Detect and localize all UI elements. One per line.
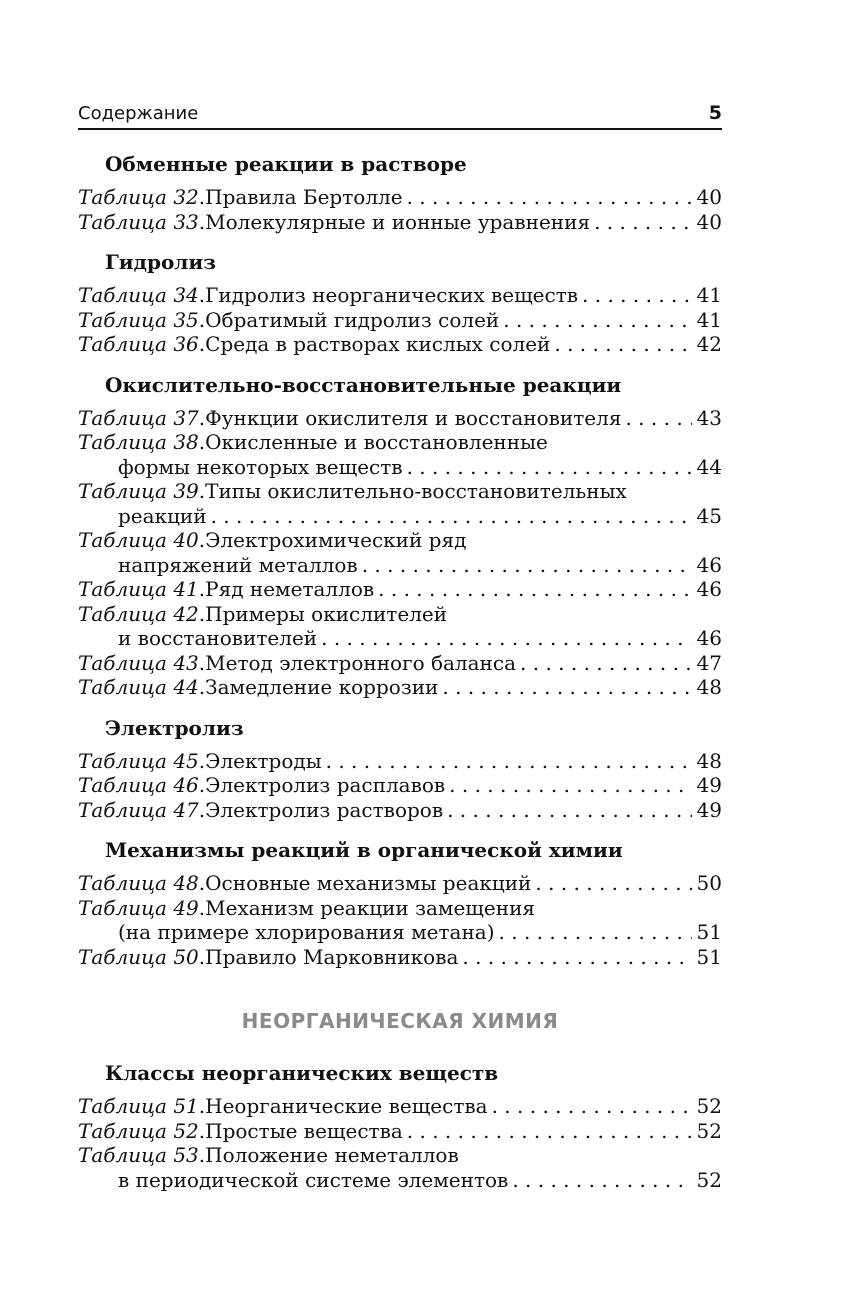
table-label: Таблица 35 — [78, 307, 199, 332]
toc-entry-line — [78, 749, 722, 774]
page-ref: 43 — [696, 405, 722, 430]
page-ref: 41 — [696, 307, 722, 332]
toc-section — [78, 838, 722, 969]
toc-section — [78, 152, 722, 234]
page-ref: 50 — [696, 871, 722, 895]
label-separator: . — [198, 1118, 206, 1143]
toc-entry-line — [78, 1143, 722, 1168]
toc-sections — [78, 152, 722, 969]
table-label: Таблица 50 — [78, 944, 199, 969]
dot-leader — [378, 577, 692, 602]
label-separator: . — [198, 332, 206, 356]
dot-leader — [211, 504, 692, 529]
toc-entry-line — [78, 577, 722, 602]
entry-title: Электролиз растворов — [205, 797, 444, 822]
table-label: Таблица 42 — [78, 601, 199, 626]
dot-leader — [554, 332, 692, 357]
entry-title: Молекулярные и ионные уравнения — [205, 209, 591, 234]
label-separator: . — [198, 528, 206, 552]
entry-title: реакций — [118, 503, 207, 528]
running-header — [78, 100, 722, 130]
entry-title: (на примере хлорирования метана) — [118, 920, 495, 944]
dot-leader — [492, 1094, 692, 1119]
table-label: Таблица 40 — [78, 528, 199, 552]
label-separator: . — [198, 185, 206, 209]
page-ref: 48 — [696, 675, 722, 699]
toc-entry-line — [78, 1168, 722, 1193]
page-ref: 40 — [696, 209, 722, 234]
label-separator: . — [198, 430, 206, 454]
page-ref: 52 — [696, 1167, 722, 1192]
dot-leader — [512, 1168, 692, 1193]
toc-entry[interactable] — [78, 871, 722, 896]
entry-title: Метод электронного баланса — [205, 650, 517, 675]
entry-title: в периодической системе элементов — [118, 1167, 509, 1192]
page-ref: 47 — [696, 650, 722, 675]
toc-entry-line — [78, 945, 722, 970]
label-separator: . — [198, 944, 206, 969]
dot-leader — [449, 773, 692, 798]
toc-entry[interactable] — [78, 332, 722, 357]
label-separator: . — [198, 601, 206, 626]
dot-leader — [442, 675, 692, 700]
part-title: НЕОРГАНИЧЕСКАЯ ХИМИЯ — [241, 1009, 559, 1033]
entry-title: Основные механизмы реакций — [205, 871, 532, 895]
page-ref: 52 — [696, 1118, 722, 1143]
toc-entry[interactable] — [78, 185, 722, 210]
entry-title: Среда в растворах кислых солей — [205, 332, 551, 356]
dot-leader — [582, 283, 692, 308]
label-separator: . — [198, 307, 206, 332]
table-label: Таблица 41 — [78, 577, 199, 601]
page-ref: 46 — [696, 626, 722, 650]
dot-leader — [503, 308, 692, 333]
table-label: Таблица 34 — [78, 283, 199, 307]
entry-title: Правила Бертолле — [205, 185, 403, 209]
page-ref: 40 — [696, 185, 722, 209]
toc-entry-line — [78, 479, 722, 504]
dot-leader — [407, 1119, 692, 1144]
table-label: Таблица 52 — [78, 1118, 199, 1143]
toc-page — [78, 100, 722, 1192]
entry-title: Функции окислителя и восстановителя — [205, 405, 622, 430]
toc-entry-line — [78, 1119, 722, 1144]
label-separator: . — [198, 797, 206, 822]
table-label: Таблица 39 — [78, 479, 199, 503]
section-title: Электролиз — [105, 715, 244, 740]
toc-entry-line — [78, 920, 722, 945]
label-separator: . — [198, 1143, 206, 1167]
entry-title: Окисленные и восстановленные — [205, 430, 548, 454]
toc-section — [78, 716, 722, 823]
label-separator: . — [198, 209, 206, 234]
toc-entry-line — [78, 798, 722, 823]
page-ref: 48 — [696, 748, 722, 773]
entry-title: Замедление коррозии — [205, 675, 439, 699]
toc-section — [78, 1061, 722, 1192]
label-separator: . — [198, 773, 206, 797]
toc-entry-line — [78, 283, 722, 308]
dot-leader — [594, 210, 692, 235]
toc-entry-line — [78, 626, 722, 651]
dot-leader — [625, 406, 692, 431]
toc-entry[interactable] — [78, 577, 722, 602]
toc-entry[interactable] — [78, 602, 722, 651]
dot-leader — [321, 626, 692, 651]
page-ref: 46 — [696, 552, 722, 577]
toc-entry[interactable] — [78, 528, 722, 577]
entry-title: Ряд неметаллов — [205, 577, 375, 601]
table-label: Таблица 32 — [78, 185, 199, 209]
header-title: Содержание — [78, 103, 199, 124]
page-ref: 52 — [696, 1094, 722, 1118]
toc-entry-line — [78, 210, 722, 235]
table-label: Таблица 53 — [78, 1143, 199, 1167]
toc-entry[interactable] — [78, 283, 722, 308]
dot-leader — [362, 553, 692, 578]
label-separator: . — [198, 1094, 206, 1118]
section-title: Окислительно-восстановительные реакции — [105, 372, 622, 397]
entry-title: и восстановителей — [118, 626, 318, 650]
entry-title: Механизм реакции замещения — [205, 895, 536, 920]
toc-entry-line — [78, 455, 722, 480]
table-label: Таблица 36 — [78, 332, 199, 356]
entry-title: Обратимый гидролиз солей — [205, 307, 500, 332]
label-separator: . — [198, 650, 206, 675]
toc-entry-line — [78, 871, 722, 896]
dot-leader — [462, 945, 692, 970]
toc-section — [78, 250, 722, 357]
toc-entry-line — [78, 773, 722, 798]
label-separator: . — [198, 895, 206, 920]
toc-entry[interactable] — [78, 430, 722, 479]
toc-entry-line — [78, 896, 722, 921]
table-label: Таблица 33 — [78, 209, 199, 234]
toc-entry-line — [78, 651, 722, 676]
dot-leader — [520, 651, 692, 676]
entry-title: напряжений металлов — [118, 552, 358, 577]
label-separator: . — [198, 283, 206, 307]
toc-entry-line — [78, 430, 722, 455]
toc-entry[interactable] — [78, 945, 722, 970]
section-title: Гидролиз — [105, 250, 216, 274]
page-ref: 45 — [696, 503, 722, 528]
section-title: Обменные реакции в растворе — [105, 152, 467, 176]
entry-title: Неорганические вещества — [205, 1094, 488, 1118]
section-title: Классы неорганических веществ — [105, 1061, 499, 1085]
section-title: Механизмы реакций в органической химии — [105, 838, 623, 862]
table-label: Таблица 37 — [78, 405, 199, 430]
label-separator: . — [198, 577, 206, 601]
toc-section — [78, 373, 722, 700]
entry-title: Гидролиз неорганических веществ — [205, 283, 579, 307]
page-ref: 42 — [696, 332, 722, 356]
page-number: 5 — [708, 102, 722, 124]
toc-entry-line — [78, 675, 722, 700]
toc-entry[interactable] — [78, 406, 722, 431]
entry-title: Положение неметаллов — [205, 1143, 459, 1167]
entry-title: Электрохимический ряд — [205, 528, 467, 552]
toc-entry[interactable] — [78, 210, 722, 235]
table-label: Таблица 46 — [78, 773, 199, 797]
dot-leader — [326, 749, 692, 774]
toc-entry-line — [78, 332, 722, 357]
toc-entry[interactable] — [78, 675, 722, 700]
table-label: Таблица 38 — [78, 430, 199, 454]
toc-entry[interactable] — [78, 773, 722, 798]
toc-entry[interactable] — [78, 1094, 722, 1119]
page-ref: 41 — [696, 283, 722, 307]
dot-leader — [499, 920, 692, 945]
toc-entry[interactable] — [78, 308, 722, 333]
toc-entry-line — [78, 308, 722, 333]
table-label: Таблица 47 — [78, 797, 199, 822]
label-separator: . — [198, 748, 206, 773]
toc-entry-line — [78, 504, 722, 529]
toc-entry-line — [78, 553, 722, 578]
page-ref: 51 — [696, 920, 722, 944]
page-ref: 46 — [696, 577, 722, 601]
dot-leader — [407, 455, 692, 480]
toc-sections-after — [78, 1061, 722, 1192]
toc-entry[interactable] — [78, 479, 722, 528]
toc-entry-line — [78, 406, 722, 431]
dot-leader — [447, 798, 692, 823]
label-separator: . — [198, 479, 206, 503]
page-ref: 49 — [696, 797, 722, 822]
page-ref: 44 — [696, 454, 722, 479]
entry-title: формы некоторых веществ — [118, 454, 403, 479]
toc-entry[interactable] — [78, 749, 722, 774]
table-label: Таблица 51 — [78, 1094, 199, 1118]
toc-entry[interactable] — [78, 798, 722, 823]
entry-title: Электроды — [205, 748, 322, 773]
page-ref: 51 — [696, 944, 722, 969]
table-label: Таблица 45 — [78, 748, 199, 773]
table-label: Таблица 48 — [78, 871, 199, 895]
toc-entry[interactable] — [78, 1119, 722, 1144]
toc-entry-line — [78, 602, 722, 627]
toc-entry[interactable] — [78, 896, 722, 945]
entry-title: Простые вещества — [205, 1118, 403, 1143]
label-separator: . — [198, 675, 206, 699]
entry-title: Типы окислительно-восстановительных — [205, 479, 627, 503]
toc-entry-line — [78, 528, 722, 553]
table-label: Таблица 44 — [78, 675, 199, 699]
entry-title: Примеры окислителей — [205, 601, 448, 626]
dot-leader — [535, 871, 692, 896]
label-separator: . — [198, 405, 206, 430]
label-separator: . — [198, 871, 206, 895]
entry-title: Правило Марковникова — [205, 944, 459, 969]
toc-entry[interactable] — [78, 1143, 722, 1192]
table-label: Таблица 49 — [78, 895, 199, 920]
toc-entry-line — [78, 185, 722, 210]
entry-title: Электролиз расплавов — [205, 773, 446, 797]
dot-leader — [407, 185, 692, 210]
page-ref: 49 — [696, 773, 722, 797]
toc-entry-line — [78, 1094, 722, 1119]
table-label: Таблица 43 — [78, 650, 199, 675]
toc-entry[interactable] — [78, 651, 722, 676]
